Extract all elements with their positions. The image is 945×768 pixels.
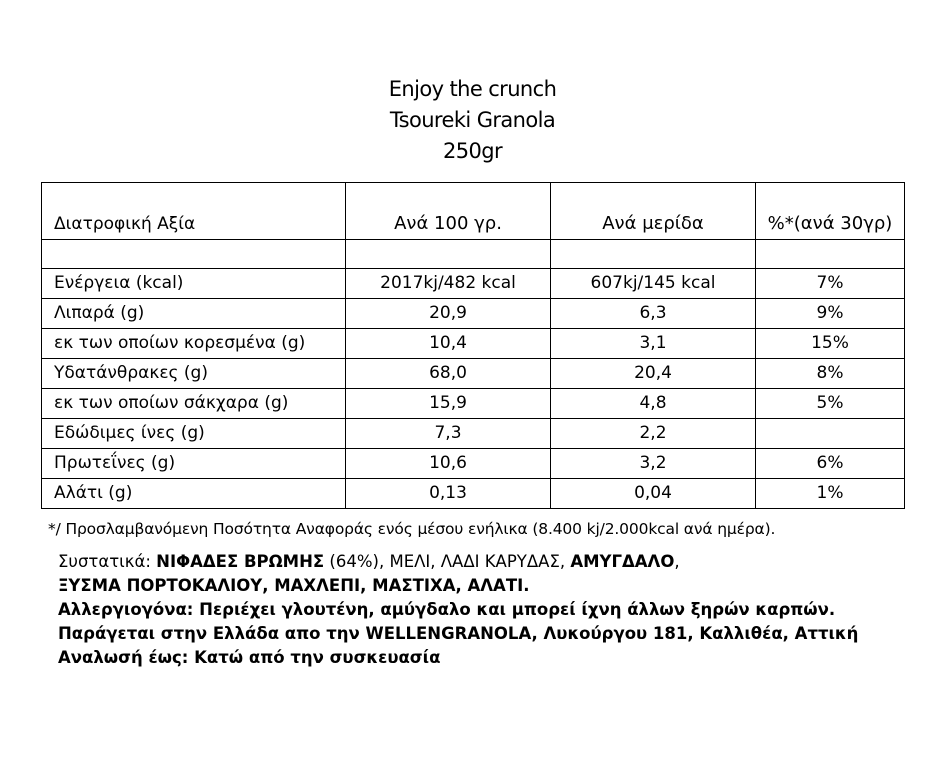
ingredients-line-2: ΞΥΣΜΑ ΠΟΡΤΟΚΑΛΙΟΥ, ΜΑΧΛΕΠΙ, ΜΑΣΤΙΧΑ, ΑΛΑΤΙ.: [58, 576, 530, 595]
row-label: εκ των οποίων σάκχαρα (g): [42, 389, 346, 419]
row-per-100g: 15,9: [346, 389, 551, 419]
row-percent-ri: 1%: [756, 479, 905, 509]
product-title: [0, 74, 945, 167]
table-cell: [756, 240, 905, 269]
ingredients-comma: ,: [674, 552, 680, 571]
header-nutrition-value: Διατροφική Αξία: [42, 183, 346, 240]
row-percent-ri: 5%: [756, 389, 905, 419]
table-row: [42, 359, 905, 389]
table-row: [42, 329, 905, 359]
title-tagline: Enjoy the crunch: [388, 77, 557, 101]
row-percent-ri: 9%: [756, 299, 905, 329]
product-info: [58, 550, 928, 670]
table-cell: [42, 240, 346, 269]
row-label: Υδατάνθρακες (g): [42, 359, 346, 389]
row-per-serving: 3,2: [551, 449, 756, 479]
row-percent-ri: 6%: [756, 449, 905, 479]
table-row: [42, 299, 905, 329]
ingredients-label: Συστατικά:: [58, 552, 157, 571]
ingredient-oats: ΝΙΦΑΔΕΣ ΒΡΩΜΗΣ: [156, 552, 325, 571]
row-per-100g: 10,4: [346, 329, 551, 359]
ingredients-line-1: [58, 550, 928, 574]
row-percent-ri: 15%: [756, 329, 905, 359]
row-percent-ri: [756, 419, 905, 449]
header-per-serving: Ανά μερίδα: [551, 183, 756, 240]
table-row: [42, 389, 905, 419]
table-row: [42, 269, 905, 299]
table-header-row: [42, 183, 905, 240]
allergens-line: Αλλεργιογόνα: Περιέχει γλουτένη, αμύγδαλο και μπορεί ίχνη άλλων ξηρών καρπών.: [58, 600, 836, 619]
row-label: Λιπαρά (g): [42, 299, 346, 329]
row-per-serving: 3,1: [551, 329, 756, 359]
row-label: εκ των οποίων κορεσμένα (g): [42, 329, 346, 359]
table-blank-row: [42, 240, 905, 269]
table-row: [42, 449, 905, 479]
row-label: Πρωτεΐνες (g): [42, 449, 346, 479]
table-row: [42, 479, 905, 509]
row-label: Εδώδιμες ίνες (g): [42, 419, 346, 449]
producer-line: Παράγεται στην Ελλάδα απο την WELLENGRANOLA, Λυκούργου 181, Καλλιθέα, Αττική: [58, 624, 859, 643]
row-percent-ri: 8%: [756, 359, 905, 389]
row-per-100g: 0,13: [346, 479, 551, 509]
row-per-100g: 68,0: [346, 359, 551, 389]
row-per-100g: 2017kj/482 kcal: [346, 269, 551, 299]
nutrition-table: [41, 182, 905, 509]
header-per-100g: Ανά 100 γρ.: [346, 183, 551, 240]
table-row: [42, 419, 905, 449]
row-per-100g: 10,6: [346, 449, 551, 479]
table-cell: [346, 240, 551, 269]
ingredients-text: (64%), ΜΕΛΙ, ΛΑΔΙ ΚΑΡΥΔΑΣ,: [324, 552, 571, 571]
table-cell: [551, 240, 756, 269]
row-per-serving: 607kj/145 kcal: [551, 269, 756, 299]
best-before-line: Αναλωσή έως: Κατώ από την συσκευασία: [58, 648, 441, 667]
row-label: Αλάτι (g): [42, 479, 346, 509]
row-per-serving: 4,8: [551, 389, 756, 419]
title-weight: 250gr: [442, 139, 503, 163]
row-label: Ενέργεια (kcal): [42, 269, 346, 299]
row-per-serving: 2,2: [551, 419, 756, 449]
row-per-100g: 20,9: [346, 299, 551, 329]
row-per-serving: 0,04: [551, 479, 756, 509]
row-per-100g: 7,3: [346, 419, 551, 449]
row-percent-ri: 7%: [756, 269, 905, 299]
row-per-serving: 20,4: [551, 359, 756, 389]
reference-intake-footnote: */ Προσλαμβανόμενη Ποσότητα Αναφοράς ενός μέσου ενήλικα (8.400 kj/2.000kcal ανά ημέρα).: [48, 520, 776, 538]
header-percent-ri: %*(ανά 30γρ): [756, 183, 905, 240]
row-per-serving: 6,3: [551, 299, 756, 329]
ingredient-almond: ΑΜΥΓΔΑΛΟ: [570, 552, 675, 571]
title-product-name: Tsoureki Granola: [389, 108, 556, 132]
